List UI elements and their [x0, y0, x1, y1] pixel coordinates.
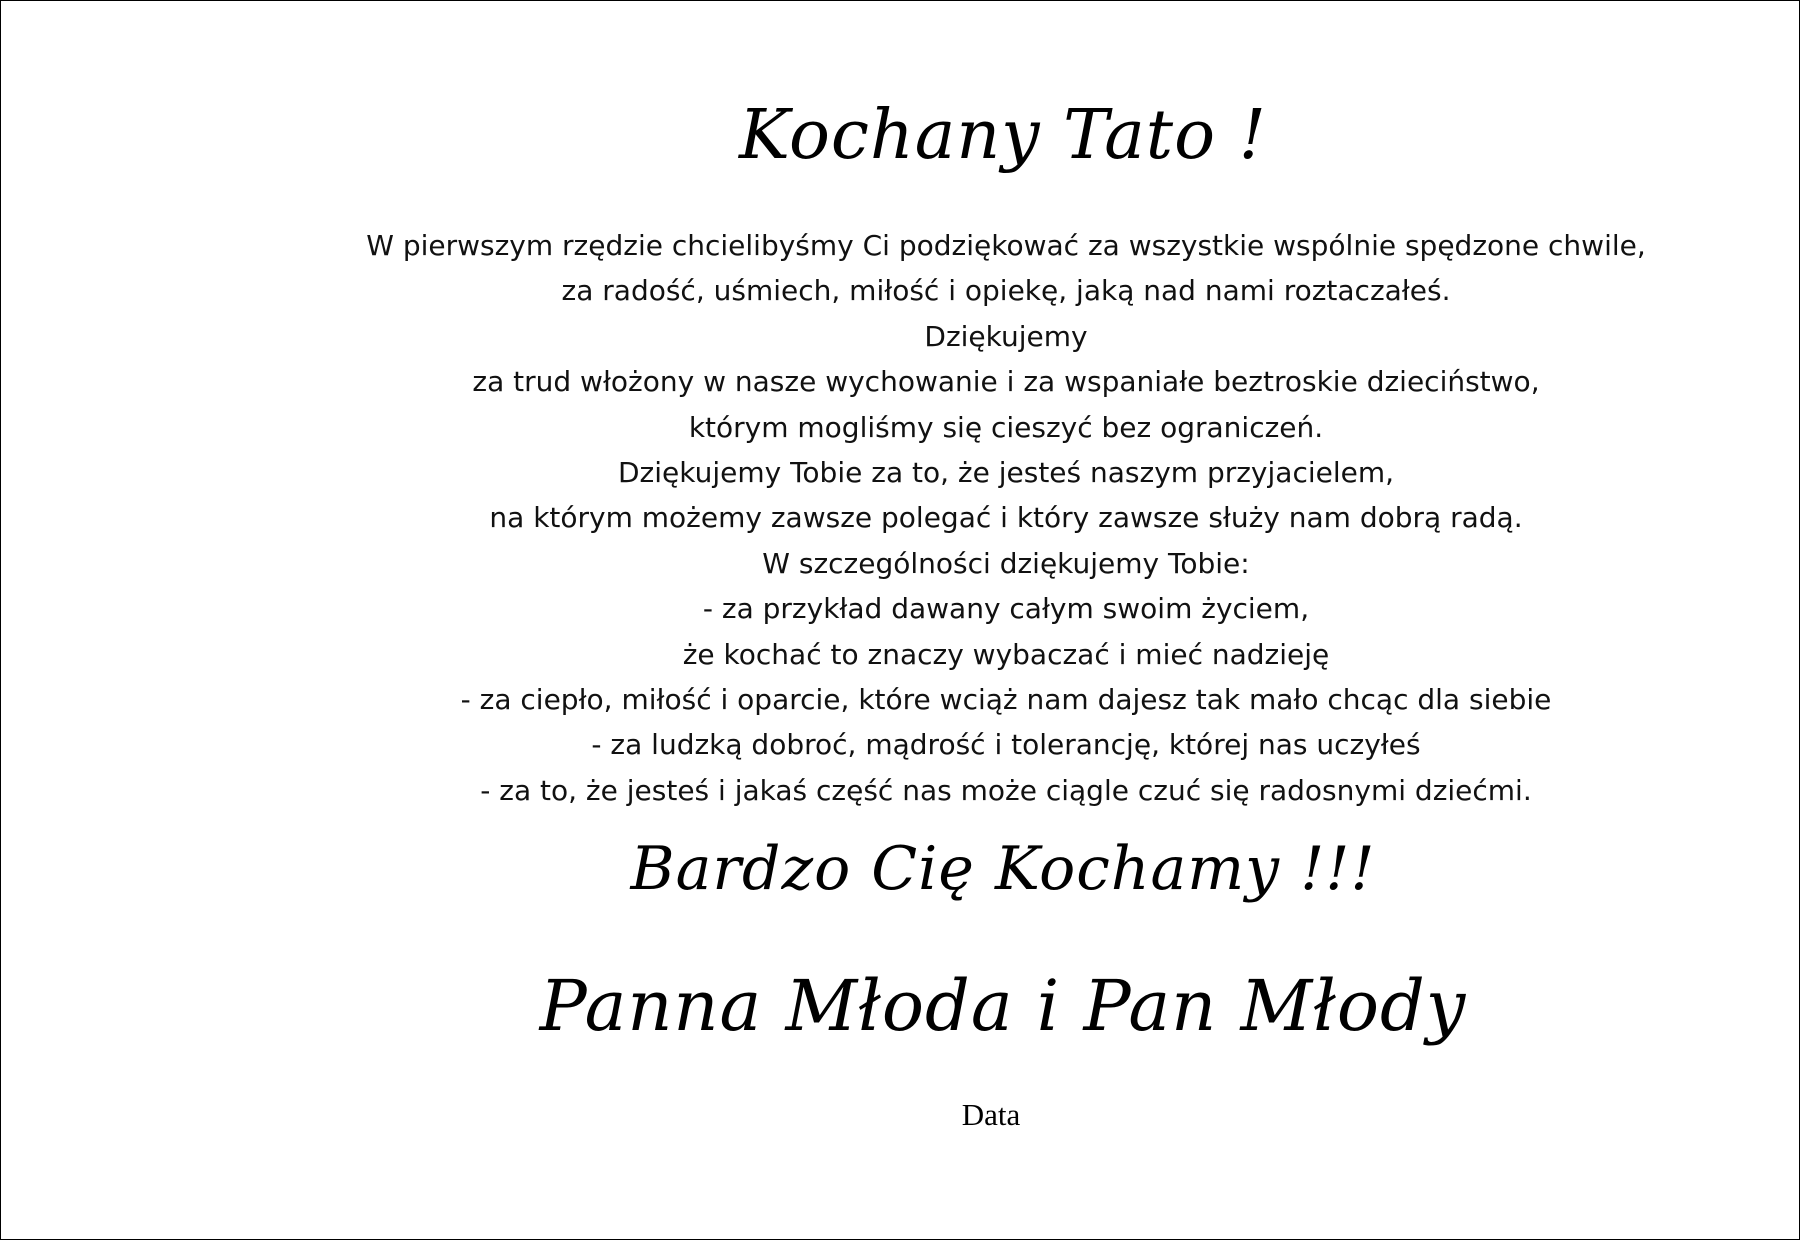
- letter-line: że kochać to znaczy wybaczać i mieć nadzieję: [682, 637, 1330, 671]
- letter-line: którym mogliśmy się cieszyć bez ograniczeń.: [688, 410, 1324, 444]
- letter-line: Dziękujemy Tobie za to, że jesteś naszym przyjacielem,: [617, 456, 1395, 490]
- letter-line: W szczególności dziękujemy Tobie:: [762, 546, 1250, 580]
- signature: Panna Młoda i Pan Młody: [539, 965, 1467, 1047]
- letter-line: na którym możemy zawsze polegać i który zawsze służy nam dobrą radą.: [489, 501, 1523, 535]
- letter-line: Dziękujemy: [924, 319, 1088, 353]
- letter-line: za trud włożony w nasze wychowanie i za wspaniałe beztroskie dzieciństwo,: [472, 365, 1540, 399]
- letter-line: - za to, że jesteś i jakaś część nas może ciągle czuć się radosnymi dziećmi.: [480, 773, 1532, 807]
- letter-title: Kochany Tato !: [739, 96, 1267, 175]
- letter-line: za radość, uśmiech, miłość i opiekę, jaką nad nami roztaczałeś.: [561, 274, 1451, 308]
- letter-line: - za przykład dawany całym swoim życiem,: [702, 592, 1310, 626]
- closing-line: Bardzo Cię Kochamy !!!: [630, 834, 1376, 904]
- letter-line: - za ciepło, miłość i oparcie, które wciąż nam dajesz tak mało chcąc dla siebie: [460, 683, 1552, 717]
- letter-body: [261, 223, 1751, 813]
- letter-line: W pierwszym rzędzie chcielibyśmy Ci podziękować za wszystkie wspólnie spędzone chwile,: [366, 229, 1646, 262]
- letter-line: - za ludzką dobroć, mądrość i tolerancję, której nas uczyłeś: [591, 728, 1421, 762]
- date-label: Data: [961, 1097, 1021, 1132]
